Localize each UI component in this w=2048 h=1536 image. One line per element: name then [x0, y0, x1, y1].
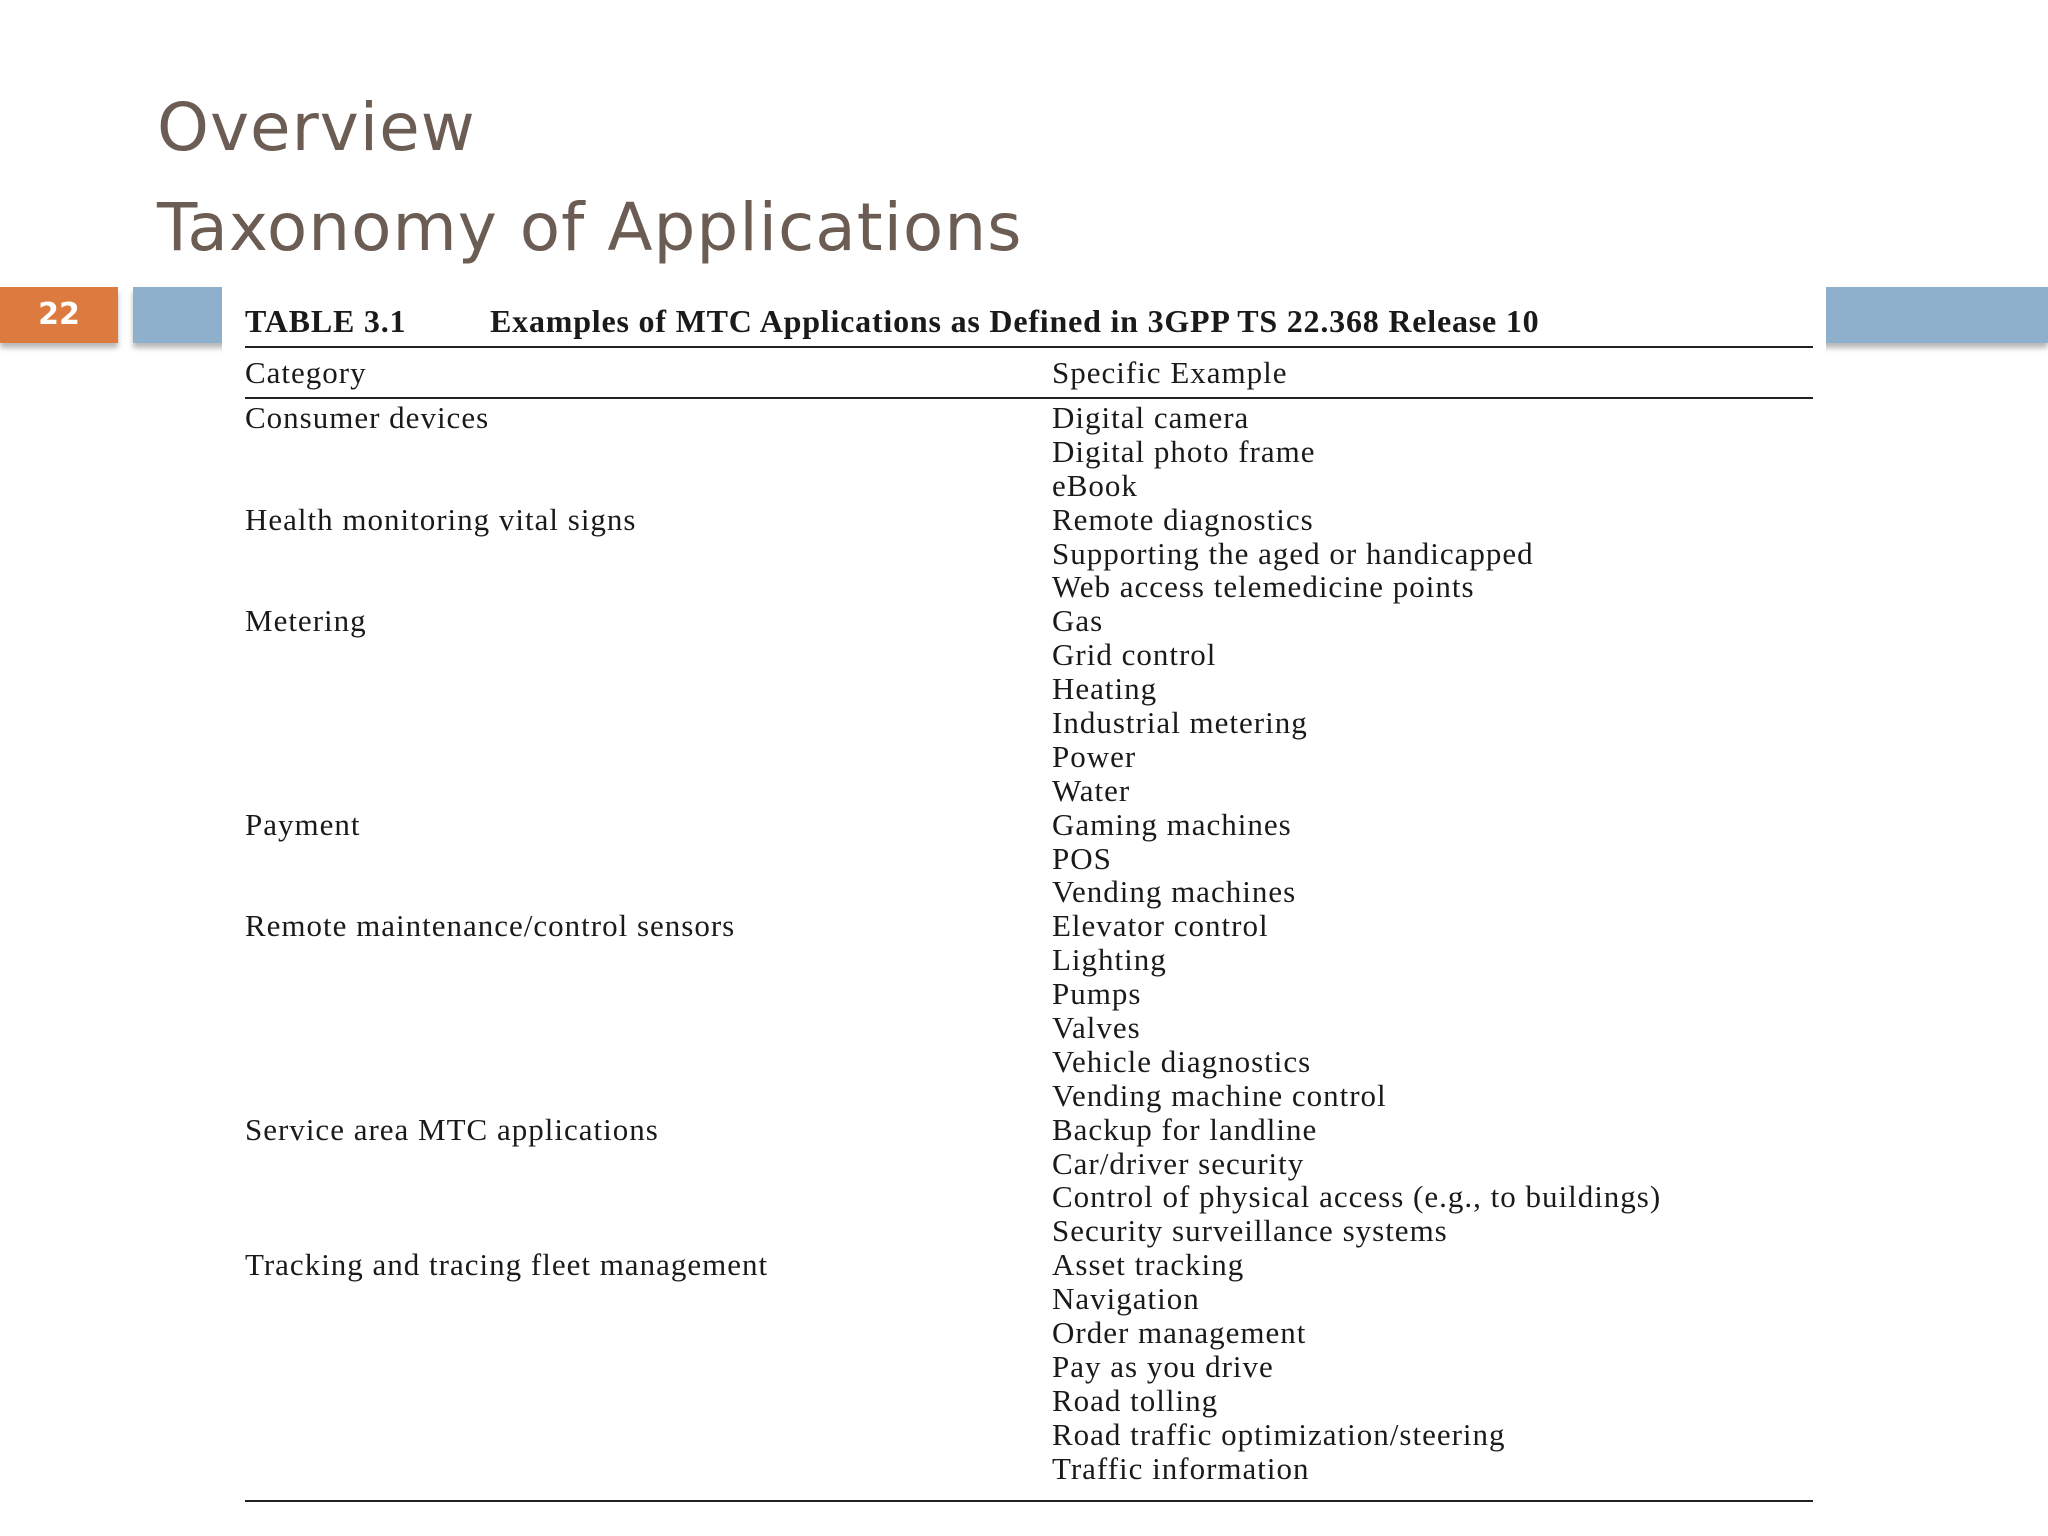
table-row	[245, 537, 1813, 571]
row-category	[245, 1214, 1052, 1248]
table-row	[245, 1248, 1813, 1282]
row-example: Gaming machines	[1052, 806, 1292, 842]
table-row	[245, 943, 1813, 977]
table-row	[245, 706, 1813, 740]
table-row	[245, 672, 1813, 706]
table-row	[245, 1418, 1813, 1452]
row-example: Gas	[1052, 603, 1104, 639]
row-category	[245, 943, 1052, 977]
row-example: Remote diagnostics	[1052, 501, 1314, 537]
table-row	[245, 1045, 1813, 1079]
row-category	[245, 638, 1052, 672]
row-category: Remote maintenance/control sensors	[245, 908, 736, 944]
row-category: Service area MTC applications	[245, 1111, 659, 1147]
row-example: Control of physical access (e.g., to buildings)	[1052, 1179, 1662, 1215]
row-category	[245, 537, 1052, 571]
table-row	[245, 842, 1813, 876]
row-category	[245, 469, 1052, 503]
row-category: Consumer devices	[245, 400, 490, 435]
row-category	[245, 1350, 1052, 1384]
table-row	[245, 1113, 1813, 1147]
row-example: Security surveillance systems	[1052, 1213, 1448, 1249]
row-example: Road traffic optimization/steering	[1052, 1416, 1506, 1452]
table-row	[245, 604, 1813, 638]
table-bottom-rule	[245, 1500, 1813, 1502]
row-example: Traffic information	[1052, 1450, 1310, 1486]
row-category: Payment	[245, 806, 361, 842]
table-row	[245, 401, 1813, 435]
row-category	[245, 435, 1052, 469]
row-example: eBook	[1052, 467, 1138, 503]
row-example: Lighting	[1052, 942, 1167, 978]
row-category	[245, 1384, 1052, 1418]
table-row	[245, 1350, 1813, 1384]
row-example: Industrial metering	[1052, 705, 1308, 741]
row-example: Elevator control	[1052, 908, 1269, 944]
row-example: POS	[1052, 840, 1112, 876]
table-row	[245, 1384, 1813, 1418]
row-category	[245, 842, 1052, 876]
table-row	[245, 1011, 1813, 1045]
row-example: Grid control	[1052, 637, 1217, 673]
slide-title	[157, 78, 1023, 278]
row-example: Asset tracking	[1052, 1247, 1245, 1283]
table-body	[245, 401, 1813, 1486]
row-example: Supporting the aged or handicapped	[1052, 535, 1534, 571]
row-category	[245, 1045, 1052, 1079]
slide-title-line-2: Taxonomy of Applications	[157, 189, 1023, 266]
row-example: Pay as you drive	[1052, 1348, 1274, 1384]
page-number: 22	[0, 287, 118, 343]
row-example: Water	[1052, 772, 1131, 808]
row-category	[245, 740, 1052, 774]
table-row	[245, 469, 1813, 503]
row-example: Order management	[1052, 1315, 1307, 1351]
row-category	[245, 1011, 1052, 1045]
table-row	[245, 1180, 1813, 1214]
table-caption	[245, 296, 1815, 346]
table-row	[245, 740, 1813, 774]
table-row	[245, 774, 1813, 808]
row-category	[245, 774, 1052, 808]
row-example: Vehicle diagnostics	[1052, 1043, 1312, 1079]
row-example: Digital camera	[1052, 400, 1250, 435]
table-row	[245, 1214, 1813, 1248]
column-header-category: Category	[245, 355, 367, 390]
row-example: Power	[1052, 738, 1137, 774]
row-category	[245, 706, 1052, 740]
row-category	[245, 1452, 1052, 1486]
row-example: Vending machines	[1052, 874, 1297, 910]
slide-title-line-1: Overview	[157, 89, 476, 166]
row-category	[245, 1180, 1052, 1214]
table-row	[245, 503, 1813, 537]
table-row	[245, 1079, 1813, 1113]
row-category: Health monitoring vital signs	[245, 501, 637, 537]
table-row	[245, 1147, 1813, 1181]
row-category	[245, 977, 1052, 1011]
table-row	[245, 638, 1813, 672]
row-category	[245, 1282, 1052, 1316]
row-example: Navigation	[1052, 1281, 1200, 1317]
table-row	[245, 1282, 1813, 1316]
row-example: Digital photo frame	[1052, 433, 1316, 469]
row-category	[245, 1079, 1052, 1113]
table-row	[245, 1452, 1813, 1486]
row-example: Car/driver security	[1052, 1145, 1305, 1181]
row-example: Vending machine control	[1052, 1077, 1387, 1113]
table-row	[245, 435, 1813, 469]
table-caption-text: Examples of MTC Applications as Defined in 3GPP TS 22.368 Release 10	[490, 303, 1540, 339]
table-row	[245, 909, 1813, 943]
column-header-specific-example: Specific Example	[1052, 355, 1288, 390]
row-example: Pumps	[1052, 976, 1142, 1012]
table-row	[245, 875, 1813, 909]
row-category	[245, 1418, 1052, 1452]
row-category	[245, 672, 1052, 706]
table-caption-label: TABLE 3.1	[245, 303, 407, 339]
table-header-rule	[245, 397, 1813, 399]
row-example: Road tolling	[1052, 1382, 1219, 1418]
row-example: Web access telemedicine points	[1052, 569, 1475, 605]
row-category	[245, 875, 1052, 909]
table-row	[245, 808, 1813, 842]
row-example: Backup for landline	[1052, 1111, 1318, 1147]
row-category: Metering	[245, 603, 367, 639]
table-row	[245, 570, 1813, 604]
table-row	[245, 1316, 1813, 1350]
table-top-rule	[245, 346, 1813, 348]
row-example: Heating	[1052, 671, 1158, 707]
row-category	[245, 1316, 1052, 1350]
row-example: Valves	[1052, 1010, 1141, 1046]
row-category	[245, 1147, 1052, 1181]
table-row	[245, 977, 1813, 1011]
row-category: Tracking and tracing fleet management	[245, 1247, 769, 1283]
row-category	[245, 570, 1052, 604]
